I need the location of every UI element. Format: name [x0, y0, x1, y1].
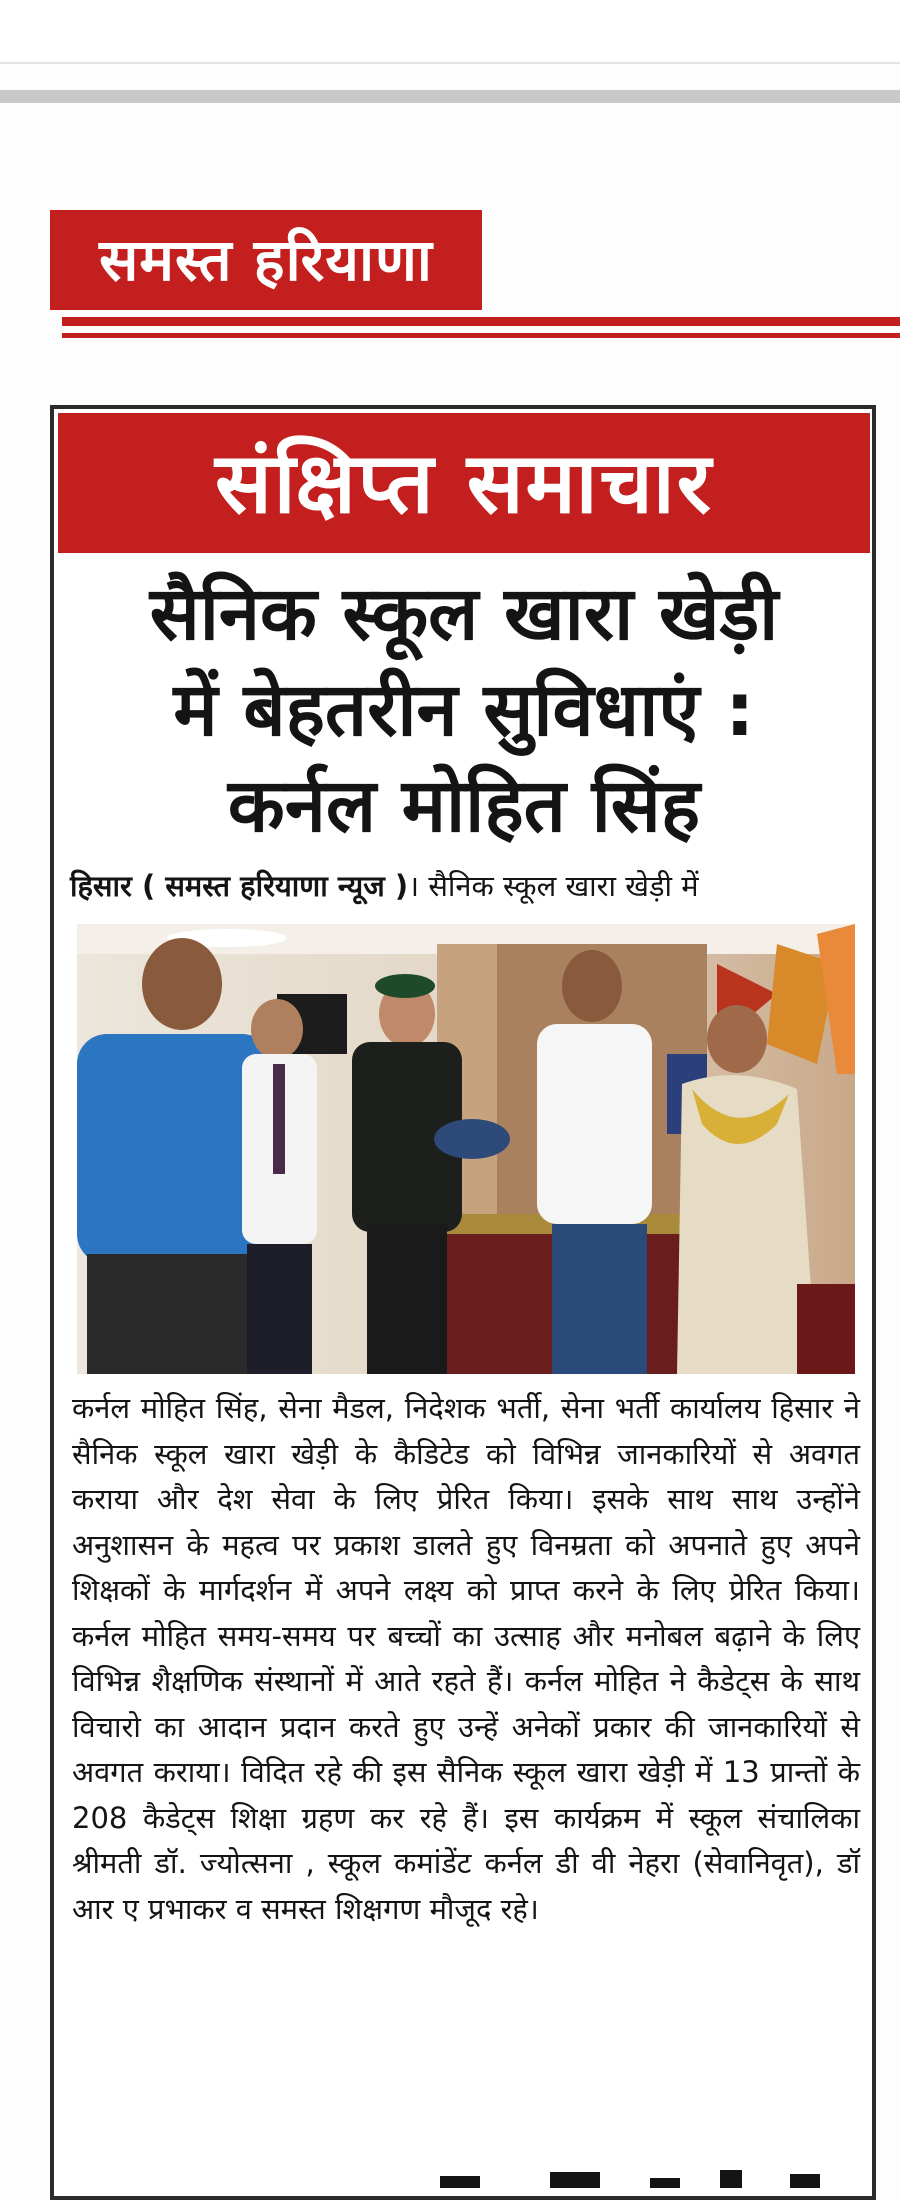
section-tag: समस्त हरियाणा — [50, 210, 482, 310]
section-rule-thin — [62, 333, 900, 338]
headline-line-2: में बेहतरीन सुविधाएं : — [173, 667, 755, 753]
headline-line-1: सैनिक स्कूल खारा खेड़ी — [149, 571, 779, 657]
section-rule-thick — [62, 317, 900, 326]
dateline-lead: । सैनिक स्कूल खारा खेड़ी में — [408, 869, 699, 903]
article-paragraph: कर्नल मोहित सिंह, सेना मैडल, निदेशक भर्ती, सेना भर्ती कार्यालय हिसार ने सैनिक स्कूल खारा खेड़ी के कैडिटेड को विभिन्न जानकारियों से अवगत कराया और देश सेवा के लिए प्रेरित किया। इसके साथ साथ उन्होंने अनुशासन के महत्व पर प्रकाश डालते हुए विनम्रता को अपनाते हुए अपने शिक्षकों के मार्गदर्शन में अपने लक्ष्य को प्राप्त करने के लिए प्रेरित किया। कर्नल मोहित समय-समय पर बच्चों का उत्साह और मनोबल बढ़ाने के लिए विभिन्न शैक्षणिक संस्थानों में आते रहते हैं। कर्नल मोहित ने कैडेट्स के साथ विचारो का आदान प्रदान करते हुए उन्हें अनेकों प्रकार की जानकारियों से अवगत कराया। विदित रहे की इस सैनिक स्कूल खारा खेड़ी में 13 प्रान्तों के 208 कैडेट्स शिक्षा ग्रहण कर रहे हैं। इस कार्यक्रम में स्कूल संचालिका श्रीमती डॉ. ज्योत्सना , स्कूल कमांडेंट कर्नल डी वी नेहरा (सेवानिवृत), डॉ आर ए प्रभाकर व समस्त शिक्षगण मौजूद रहे। — [72, 1391, 860, 1926]
news-photo-icon — [77, 924, 855, 1374]
top-strip — [0, 0, 900, 64]
next-headline-cutoff — [420, 2168, 840, 2188]
headline — [58, 566, 870, 854]
gray-band — [0, 90, 900, 103]
dateline-place: हिसार ( समस्त हरियाणा न्यूज ) — [70, 869, 409, 903]
dateline — [70, 866, 870, 906]
headline-line-3: कर्नल मोहित सिंह — [227, 763, 701, 849]
news-banner: संक्षिप्त समाचार — [58, 413, 870, 553]
news-photo — [77, 924, 855, 1374]
article-body — [72, 1386, 860, 1932]
cut-off-text-icon — [420, 2168, 840, 2188]
